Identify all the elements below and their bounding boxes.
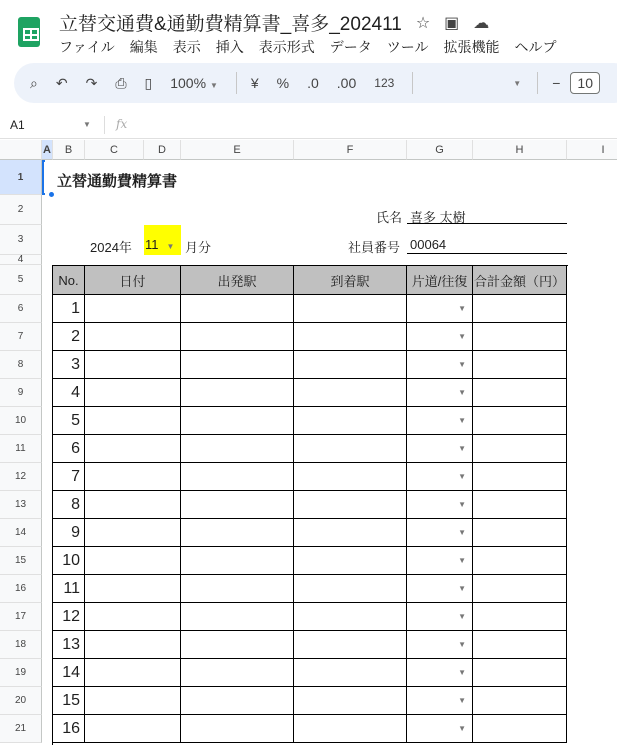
employee-number-label: 社員番号 [348, 240, 401, 255]
table-cell[interactable] [407, 379, 473, 407]
row-number[interactable]: 16 [53, 715, 85, 743]
row-header[interactable]: 17 [0, 603, 42, 631]
table-cell[interactable] [181, 491, 294, 519]
table-cell[interactable] [181, 379, 294, 407]
table-cell[interactable] [407, 715, 473, 743]
table-cell[interactable] [294, 519, 407, 547]
table-cell[interactable] [473, 491, 567, 519]
zoom-value: 100% [170, 75, 207, 91]
table-cell[interactable] [294, 603, 407, 631]
divider [537, 72, 538, 94]
table-cell[interactable] [407, 351, 473, 379]
table-cell[interactable] [473, 351, 567, 379]
trip-type-dropdown-icon[interactable]: ▼ [458, 388, 466, 397]
table-cell[interactable] [473, 715, 567, 743]
table-cell[interactable] [294, 715, 407, 743]
selected-cell-a1[interactable] [42, 160, 45, 195]
trip-type-dropdown-icon[interactable]: ▼ [458, 556, 466, 565]
row-header[interactable]: 1 [0, 160, 42, 195]
row-number[interactable]: 15 [53, 687, 85, 715]
trip-type-dropdown-icon[interactable]: ▼ [458, 332, 466, 341]
table-cell[interactable] [181, 295, 294, 323]
trip-type-dropdown-icon[interactable]: ▼ [458, 528, 466, 537]
table-cell[interactable] [181, 435, 294, 463]
month-suffix-label: 月分 [185, 240, 212, 255]
row-number[interactable]: 5 [53, 407, 85, 435]
trip-type-dropdown-icon[interactable]: ▼ [458, 472, 466, 481]
menu-item[interactable]: 表示形式 [258, 39, 315, 55]
row-header[interactable]: 18 [0, 631, 42, 659]
trip-type-dropdown-icon[interactable]: ▼ [458, 444, 466, 453]
table-cell[interactable] [294, 435, 407, 463]
title-row [59, 9, 489, 36]
row-number[interactable]: 9 [53, 519, 85, 547]
row-header[interactable]: 21 [0, 715, 42, 743]
table-cell[interactable] [181, 603, 294, 631]
trip-type-dropdown-icon[interactable]: ▼ [458, 360, 466, 369]
row-header[interactable]: 6 [0, 295, 42, 323]
decrease-decimal-button[interactable]: .0 [307, 75, 319, 91]
increase-decimal-button[interactable]: .00 [336, 75, 357, 91]
table-cell[interactable] [407, 295, 473, 323]
trip-type-dropdown-icon[interactable]: ▼ [458, 584, 466, 593]
row-header[interactable]: 5 [0, 265, 42, 295]
table-cell[interactable] [473, 519, 567, 547]
row-header[interactable]: 14 [0, 519, 42, 547]
table-cell[interactable] [473, 631, 567, 659]
table-cell[interactable] [181, 407, 294, 435]
chevron-down-icon[interactable]: ▼ [83, 120, 91, 129]
sheet-title: 立替通勤費精算書 [57, 173, 178, 190]
table-header-cell[interactable]: 日付 [85, 266, 181, 295]
table-cell[interactable] [181, 519, 294, 547]
search-icon[interactable]: ⌕ [30, 74, 38, 91]
column-header[interactable]: B [53, 140, 85, 160]
table-cell[interactable] [181, 323, 294, 351]
select-all-corner[interactable] [0, 140, 42, 160]
year-label: 2024年 [90, 240, 132, 255]
trip-type-dropdown-icon[interactable]: ▼ [458, 500, 466, 509]
table-cell[interactable] [407, 435, 473, 463]
row-number[interactable]: 14 [53, 659, 85, 687]
table-cell[interactable] [85, 631, 181, 659]
table-cell[interactable] [181, 463, 294, 491]
table-cell[interactable] [473, 575, 567, 603]
table-cell[interactable] [294, 687, 407, 715]
row-header[interactable]: 12 [0, 463, 42, 491]
table-cell[interactable] [473, 407, 567, 435]
row-header[interactable]: 15 [0, 547, 42, 575]
menu-item[interactable]: ファイル [59, 39, 115, 55]
trip-type-dropdown-icon[interactable]: ▼ [458, 612, 466, 621]
table-cell[interactable] [407, 491, 473, 519]
table-cell[interactable] [85, 323, 181, 351]
table-cell[interactable] [85, 715, 181, 743]
table-cell[interactable] [407, 603, 473, 631]
table-cell[interactable] [407, 519, 473, 547]
menu-item[interactable]: 拡張機能 [443, 39, 500, 55]
percent-button[interactable]: % [276, 75, 290, 91]
cloud-status-icon[interactable]: ☁ [473, 14, 490, 32]
table-cell[interactable] [85, 407, 181, 435]
row-number[interactable]: 4 [53, 379, 85, 407]
row-number[interactable]: 3 [53, 351, 85, 379]
star-icon[interactable]: ☆ [415, 14, 431, 32]
table-cell[interactable] [85, 379, 181, 407]
column-header[interactable]: D [144, 140, 181, 160]
row-number[interactable]: 8 [53, 491, 85, 519]
move-folder-icon[interactable]: ▣ [444, 14, 460, 32]
table-cell[interactable] [181, 659, 294, 687]
trip-type-dropdown-icon[interactable]: ▼ [458, 696, 466, 705]
table-cell[interactable] [294, 631, 407, 659]
table-cell[interactable] [85, 547, 181, 575]
table-cell[interactable] [85, 659, 181, 687]
paint-format-icon[interactable]: ▯ [144, 74, 153, 91]
table-cell[interactable] [473, 379, 567, 407]
table-cell[interactable] [294, 407, 407, 435]
table-cell[interactable] [85, 491, 181, 519]
table-cell[interactable] [294, 379, 407, 407]
trip-type-dropdown-icon[interactable]: ▼ [458, 640, 466, 649]
table-cell[interactable] [294, 463, 407, 491]
trip-type-dropdown-icon[interactable]: ▼ [458, 304, 466, 313]
currency-button[interactable]: ¥ [250, 75, 259, 91]
row-header[interactable]: 20 [0, 687, 42, 715]
table-header-cell[interactable]: 到着駅 [294, 266, 407, 295]
table-cell[interactable] [181, 351, 294, 379]
row-number[interactable]: 10 [53, 547, 85, 575]
table-cell[interactable] [294, 323, 407, 351]
month-value: 11 [145, 237, 159, 252]
trip-type-dropdown-icon[interactable]: ▼ [458, 416, 466, 425]
trip-type-dropdown-icon[interactable]: ▼ [458, 724, 466, 733]
zoom-select[interactable] [170, 75, 218, 91]
chevron-down-icon: ▼ [209, 81, 218, 90]
employee-number-value[interactable]: 00064 [407, 233, 567, 254]
row-header[interactable]: 2 [0, 195, 42, 225]
row-header[interactable]: 3 [0, 225, 42, 255]
toolbar [14, 63, 617, 103]
fx-icon: fx [116, 117, 128, 131]
table-cell[interactable] [473, 463, 567, 491]
table-cell[interactable] [407, 575, 473, 603]
document-title[interactable]: 立替交通費&通勤費精算書_喜多_202411 [59, 14, 402, 35]
menu-bar [59, 37, 556, 57]
divider [412, 72, 413, 94]
table-cell[interactable] [85, 351, 181, 379]
name-label: 氏名 [376, 210, 403, 225]
table-cell[interactable] [294, 351, 407, 379]
month-dropdown[interactable] [144, 225, 181, 255]
table-cell[interactable] [407, 631, 473, 659]
table-cell[interactable] [294, 575, 407, 603]
row-number[interactable]: 13 [53, 631, 85, 659]
name-value[interactable]: 喜多 太樹 [407, 203, 567, 224]
table-cell[interactable] [85, 519, 181, 547]
table-cell[interactable] [407, 463, 473, 491]
chevron-down-icon: ▼ [166, 242, 175, 251]
font-select-chevron-icon[interactable]: ▼ [513, 78, 522, 88]
row-header[interactable]: 9 [0, 379, 42, 407]
table-cell[interactable] [473, 659, 567, 687]
table-header-cell[interactable]: 出発駅 [181, 266, 294, 295]
table-cell[interactable] [85, 575, 181, 603]
menu-item[interactable]: データ [329, 39, 372, 55]
menu-item[interactable]: 表示 [172, 39, 201, 55]
table-cell[interactable] [181, 631, 294, 659]
row-number[interactable]: 11 [53, 575, 85, 603]
column-header[interactable]: H [473, 140, 567, 160]
table-cell[interactable] [294, 659, 407, 687]
menu-item[interactable]: ツール [386, 39, 429, 55]
table-cell[interactable] [85, 603, 181, 631]
column-header[interactable]: A [42, 140, 53, 160]
divider [104, 116, 105, 134]
table-header-cell[interactable]: 片道/往復 [407, 266, 473, 295]
table-cell[interactable] [407, 407, 473, 435]
column-header[interactable]: F [294, 140, 407, 160]
table-cell[interactable] [407, 547, 473, 575]
table-cell[interactable] [407, 687, 473, 715]
table-cell[interactable] [473, 323, 567, 351]
table-cell[interactable] [407, 659, 473, 687]
table-cell[interactable] [473, 547, 567, 575]
menu-item[interactable]: ヘルプ [514, 39, 557, 55]
table-cell[interactable] [181, 687, 294, 715]
table-cell[interactable] [473, 435, 567, 463]
print-icon[interactable]: ⎙ [115, 74, 127, 91]
sheets-logo[interactable] [18, 17, 40, 47]
row-number[interactable]: 1 [53, 295, 85, 323]
row-header[interactable]: 8 [0, 351, 42, 379]
row-number[interactable]: 2 [53, 323, 85, 351]
column-header[interactable]: C [85, 140, 144, 160]
menu-item[interactable]: 挿入 [215, 39, 244, 55]
table-cell[interactable] [85, 687, 181, 715]
name-box[interactable]: A1 [10, 118, 25, 132]
table-cell[interactable] [294, 295, 407, 323]
table-cell[interactable] [85, 463, 181, 491]
column-header[interactable]: I [567, 140, 617, 160]
divider [236, 72, 237, 94]
row-header[interactable]: 16 [0, 575, 42, 603]
table-cell[interactable] [294, 547, 407, 575]
table-cell[interactable] [181, 547, 294, 575]
row-header[interactable]: 4 [0, 255, 42, 265]
table-cell[interactable] [473, 687, 567, 715]
formula-bar [0, 113, 617, 139]
table-cell[interactable] [181, 575, 294, 603]
fill-handle[interactable] [48, 191, 55, 198]
row-header[interactable]: 13 [0, 491, 42, 519]
redo-icon[interactable]: ↷ [85, 74, 98, 91]
row-header[interactable]: 7 [0, 323, 42, 351]
menu-item[interactable]: 編集 [129, 39, 158, 55]
table-cell[interactable] [473, 603, 567, 631]
number-format-button[interactable]: 123 [374, 76, 395, 90]
row-header[interactable]: 11 [0, 435, 42, 463]
undo-icon[interactable]: ↶ [55, 74, 68, 91]
row-number[interactable]: 12 [53, 603, 85, 631]
table-header-cell[interactable]: 合計金額（円） [473, 266, 567, 295]
row-number[interactable]: 7 [53, 463, 85, 491]
row-number[interactable]: 6 [53, 435, 85, 463]
table-cell[interactable] [85, 295, 181, 323]
table-cell[interactable] [407, 323, 473, 351]
row-header[interactable]: 19 [0, 659, 42, 687]
row-header[interactable]: 10 [0, 407, 42, 435]
table-cell[interactable] [181, 715, 294, 743]
column-header[interactable]: E [181, 140, 294, 160]
table-cell[interactable] [473, 295, 567, 323]
table-cell[interactable] [85, 435, 181, 463]
trip-type-dropdown-icon[interactable]: ▼ [458, 668, 466, 677]
font-size-input[interactable]: 10 [570, 72, 600, 94]
table-header-cell[interactable]: No. [53, 266, 85, 295]
decrease-font-size-button[interactable]: − [552, 75, 561, 91]
table-cell[interactable] [294, 491, 407, 519]
column-header[interactable]: G [407, 140, 473, 160]
